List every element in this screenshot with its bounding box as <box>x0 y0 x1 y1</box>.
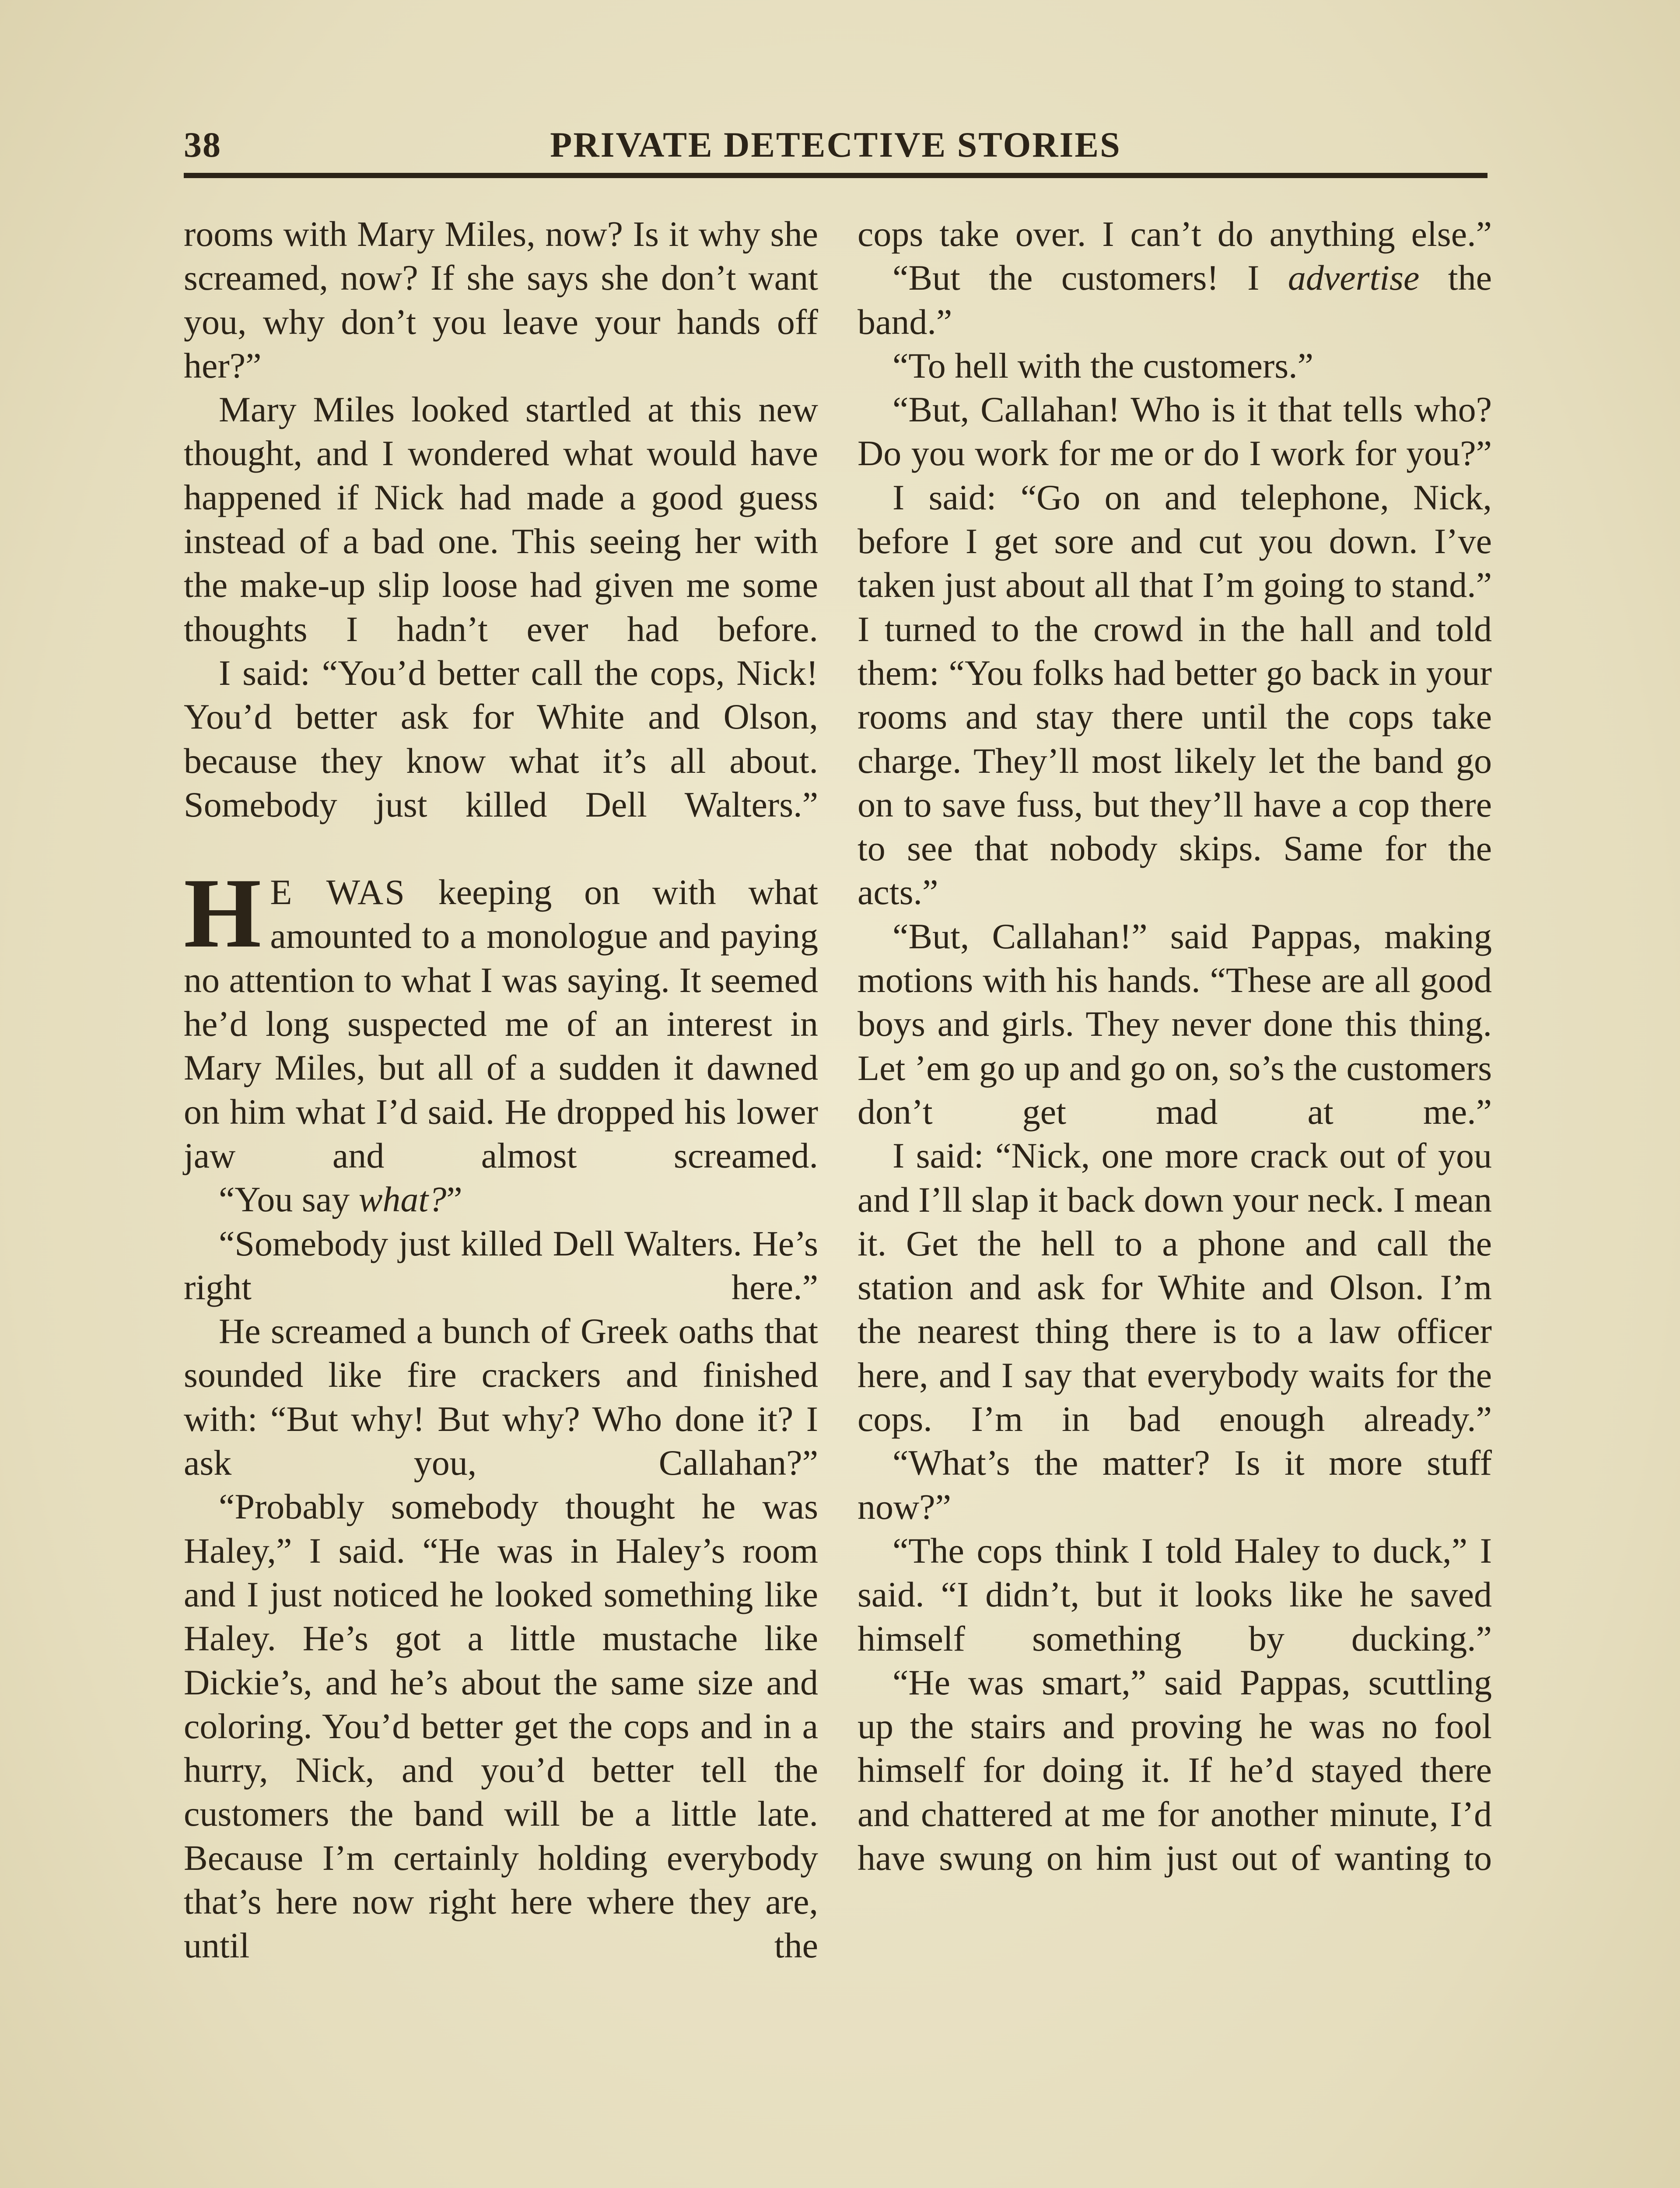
page-number: 38 <box>184 125 221 165</box>
paragraph <box>184 1178 818 1221</box>
header-rule <box>184 173 1488 178</box>
paragraph: He screamed a bunch of Greek oaths that sounded like fire crackers and finished with: “But why! But why? Who done it? I ask you, Callahan?” <box>184 1311 818 1483</box>
paragraph: I said: “Go on and telephone, Nick, before I get sore and cut you down. I’ve taken just about all that I’m going to stand.” I turned to the crowd in the hall and told them: “You folks had better go back in your rooms and stay there until the cops take charge. They’ll most likely let the band go on to save fuss, but they’ll have a cop there to see that nobody skips. Same for the acts.” <box>858 477 1492 912</box>
paragraph: “The cops think I told Haley to duck,” I said. “I didn’t, but it looks like he saved himself something by ducking.” <box>858 1530 1492 1659</box>
paragraph-text: keeping on with what amounted to a monologue and paying no attention to what I was saying. It seemed he’d long suspected me of an interest in Mary Miles, but all of a sudden it dawned on him what I’d said. He dropped his lower jaw and almost screamed. <box>184 872 818 1175</box>
paragraph: “Somebody just killed Dell Walters. He’s right here.” <box>184 1223 818 1307</box>
paragraph-text: the band.” <box>858 258 1492 342</box>
paragraph: “But, Callahan!” said Pappas, making motions with his hands. “These are all good boys and girls. They never done this thing. Let ’em go up and go on, so’s the customers don’t get mad at me.” <box>858 916 1492 1132</box>
paragraph: cops take over. I can’t do anything else.” <box>858 214 1492 254</box>
paragraph-text: “But the customers! I <box>892 258 1288 298</box>
italic-text: what? <box>358 1179 447 1220</box>
left-column <box>184 212 818 1968</box>
paragraph <box>858 256 1492 344</box>
paragraph: “Probably somebody thought he was Haley,” I said. “He was in Haley’s room and I just noticed he looked something like Haley. He’s got a little mustache like Dickie’s, and he’s about the same size and coloring. You’d better get the cops and in a hurry, Nick, and you’d better tell the customers the band will be a little late. Because I’m certainly holding everybody that’s here now right here where they are, until the <box>184 1487 818 1966</box>
paragraph: I said: “You’d better call the cops, Nick! You’d better ask for White and Olson, because they know what it’s all about. Somebody just killed Dell Walters.” <box>184 652 818 824</box>
paragraph: I said: “Nick, one more crack out of you and I’ll slap it back down your neck. I mean it. Get the hell to a phone and call the station and ask for White and Olson. I’m the nearest thing there is to a law officer here, and I say that everybody waits for the cops. I’m in bad enough already.” <box>858 1136 1492 1439</box>
paragraph: “To hell with the customers.” <box>892 345 1314 386</box>
italic-text: advertise <box>1288 258 1420 298</box>
paragraph: Mary Miles looked startled at this new thought, and I wondered what would have happened if Nick had made a good guess instead of a bad one. This seeing her with the make-up slip loose had given me some thoughts I hadn’t ever had before. <box>184 389 818 649</box>
paragraph: rooms with Mary Miles, now? Is it why she screamed, now? If she says she don’t want you, why don’t you leave your hands off her?” <box>184 214 818 386</box>
page-header <box>184 117 1488 170</box>
section-opening-paragraph <box>184 858 818 1178</box>
paragraph: “What’s the matter? Is it more stuff now?” <box>858 1443 1492 1527</box>
drop-cap: H <box>184 858 262 969</box>
right-column <box>858 212 1492 1880</box>
paragraph-text: ” <box>446 1179 462 1220</box>
small-caps-lead: E WAS <box>270 872 406 912</box>
running-title: PRIVATE DETECTIVE STORIES <box>550 125 1121 165</box>
paragraph: “But, Callahan! Who is it that tells who? Do you work for me or do I work for you?” <box>858 389 1492 473</box>
paragraph-text: “You say <box>219 1179 359 1220</box>
paragraph: “He was smart,” said Pappas, scuttling up the stairs and proving he was no fool himself for doing it. If he’d stayed there and chattered at me for another minute, I’d have swung on him just out of wanting to <box>858 1662 1492 1878</box>
